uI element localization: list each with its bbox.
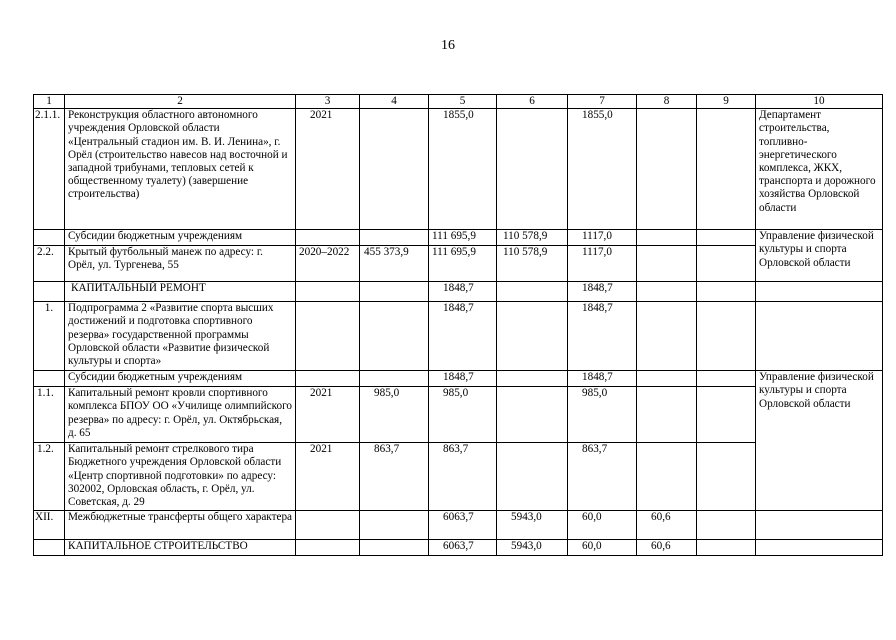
cell-year: 2021 (296, 443, 360, 511)
row-number (34, 230, 65, 246)
cell-col8 (637, 387, 697, 443)
row-name: КАПИТАЛЬНОЕ СТРОИТЕЛЬСТВО (65, 540, 296, 556)
cell-col4: 863,7 (360, 443, 429, 511)
cell-col8 (637, 443, 697, 511)
cell-col9 (697, 511, 756, 540)
cell-col5: 6063,7 (429, 511, 497, 540)
cell-col8 (637, 246, 697, 282)
cell-year (296, 302, 360, 371)
cell-col9 (697, 371, 756, 387)
row-name: Реконструкция областного автономного учреждения Орловской области «Центральный стадион им. В. И. Ленина», г. Орёл (строительство навесов над восточной и западной трибунами, тепловых сетей к общественному туалету) (завершение строительства) (65, 109, 296, 230)
cell-col5: 863,7 (429, 443, 497, 511)
cell-col4 (360, 302, 429, 371)
cell-col6: 5943,0 (497, 511, 568, 540)
column-header: 4 (360, 95, 429, 109)
cell-col4 (360, 371, 429, 387)
cell-responsible: Управление физической культуры и спорта Орловской области (756, 371, 883, 511)
row-number: XII. (34, 511, 65, 540)
cell-col7: 985,0 (568, 387, 637, 443)
column-header: 2 (65, 95, 296, 109)
page-number: 16 (441, 38, 455, 53)
column-header: 1 (34, 95, 65, 109)
cell-col5: 985,0 (429, 387, 497, 443)
column-header: 7 (568, 95, 637, 109)
cell-col4: 985,0 (360, 387, 429, 443)
cell-col8 (637, 109, 697, 230)
cell-col5: 111 695,9 (429, 230, 497, 246)
cell-col8 (637, 302, 697, 371)
row-name: Капитальный ремонт стрелкового тира Бюджетного учреждения Орловской области «Центр спортивной подготовки» по адресу: 302002, Орловская область, г. Орёл, ул. Советская, д. 29 (65, 443, 296, 511)
cell-year: 2021 (296, 387, 360, 443)
cell-col5: 1848,7 (429, 302, 497, 371)
column-header: 3 (296, 95, 360, 109)
row-number (34, 540, 65, 556)
cell-year (296, 511, 360, 540)
row-name: Крытый футбольный манеж по адресу: г. Орёл, ул. Тургенева, 55 (65, 246, 296, 282)
cell-col6 (497, 302, 568, 371)
column-header: 9 (697, 95, 756, 109)
cell-col7: 1855,0 (568, 109, 637, 230)
table-row (34, 443, 883, 511)
cell-col6: 5943,0 (497, 540, 568, 556)
cell-col9 (697, 387, 756, 443)
column-header: 10 (756, 95, 883, 109)
table-row (34, 109, 883, 230)
row-number: 1.2. (34, 443, 65, 511)
row-name: Капитальный ремонт кровли спортивного комплекса БПОУ ОО «Училище олимпийского резерва» по адресу: г. Орёл, ул. Октябрьская, д. 65 (65, 387, 296, 443)
cell-col4 (360, 540, 429, 556)
cell-year: 2020–2022 (296, 246, 360, 282)
cell-col7: 60,0 (568, 511, 637, 540)
cell-col7: 863,7 (568, 443, 637, 511)
cell-col8 (637, 282, 697, 302)
cell-col4 (360, 109, 429, 230)
cell-col9 (697, 230, 756, 246)
cell-responsible (756, 282, 883, 302)
cell-col9 (697, 302, 756, 371)
cell-col9 (697, 443, 756, 511)
cell-responsible (756, 302, 883, 371)
cell-col9 (697, 109, 756, 230)
table-row (34, 302, 883, 371)
cell-year (296, 371, 360, 387)
column-header: 5 (429, 95, 497, 109)
cell-col6 (497, 387, 568, 443)
cell-col9 (697, 246, 756, 282)
table-row (34, 387, 883, 443)
row-name: Межбюджетные трансферты общего характера (65, 511, 296, 540)
row-name: Подпрограмма 2 «Развитие спорта высших достижений и подготовка спортивного резерва» государственной программы Орловской области «Развитие физической культуры и спорта» (65, 302, 296, 371)
cell-col8 (637, 371, 697, 387)
cell-col8: 60,6 (637, 511, 697, 540)
cell-col5: 1855,0 (429, 109, 497, 230)
column-header: 8 (637, 95, 697, 109)
table-header-row (34, 95, 883, 109)
cell-col7: 60,0 (568, 540, 637, 556)
cell-col4 (360, 230, 429, 246)
cell-col5: 6063,7 (429, 540, 497, 556)
cell-year: 2021 (296, 109, 360, 230)
cell-col4: 455 373,9 (360, 246, 429, 282)
cell-col7: 1848,7 (568, 302, 637, 371)
cell-col4 (360, 282, 429, 302)
table-row (34, 246, 883, 282)
row-name: Субсидии бюджетным учреждениям (65, 230, 296, 246)
row-number (34, 371, 65, 387)
cell-col9 (697, 282, 756, 302)
row-number: 2.2. (34, 246, 65, 282)
table-row (34, 540, 883, 556)
budget-table (33, 94, 883, 556)
table-row (34, 511, 883, 540)
cell-responsible (756, 511, 883, 540)
cell-col9 (697, 540, 756, 556)
row-number (34, 282, 65, 302)
cell-year (296, 540, 360, 556)
row-name: КАПИТАЛЬНЫЙ РЕМОНТ (65, 282, 296, 302)
row-number: 1. (34, 302, 65, 371)
table-row (34, 230, 883, 246)
cell-col6 (497, 443, 568, 511)
row-number: 2.1.1. (34, 109, 65, 230)
cell-col6: 110 578,9 (497, 230, 568, 246)
table-row (34, 371, 883, 387)
cell-col4 (360, 511, 429, 540)
cell-col7: 1117,0 (568, 230, 637, 246)
cell-col6: 110 578,9 (497, 246, 568, 282)
cell-col5: 1848,7 (429, 282, 497, 302)
cell-col8: 60,6 (637, 540, 697, 556)
cell-col6 (497, 371, 568, 387)
cell-responsible: Управление физической культуры и спорта Орловской области (756, 230, 883, 282)
cell-col8 (637, 230, 697, 246)
table-row (34, 282, 883, 302)
cell-col5: 111 695,9 (429, 246, 497, 282)
cell-col7: 1848,7 (568, 371, 637, 387)
cell-col5: 1848,7 (429, 371, 497, 387)
cell-col6 (497, 109, 568, 230)
row-number: 1.1. (34, 387, 65, 443)
cell-year (296, 282, 360, 302)
cell-col6 (497, 282, 568, 302)
cell-year (296, 230, 360, 246)
cell-responsible: Департамент строительства, топливно-энергетического комплекса, ЖКХ, транспорта и дорожного хозяйства Орловской области (756, 109, 883, 230)
cell-col7: 1117,0 (568, 246, 637, 282)
cell-col7: 1848,7 (568, 282, 637, 302)
row-name: Субсидии бюджетным учреждениям (65, 371, 296, 387)
cell-responsible (756, 540, 883, 556)
column-header: 6 (497, 95, 568, 109)
